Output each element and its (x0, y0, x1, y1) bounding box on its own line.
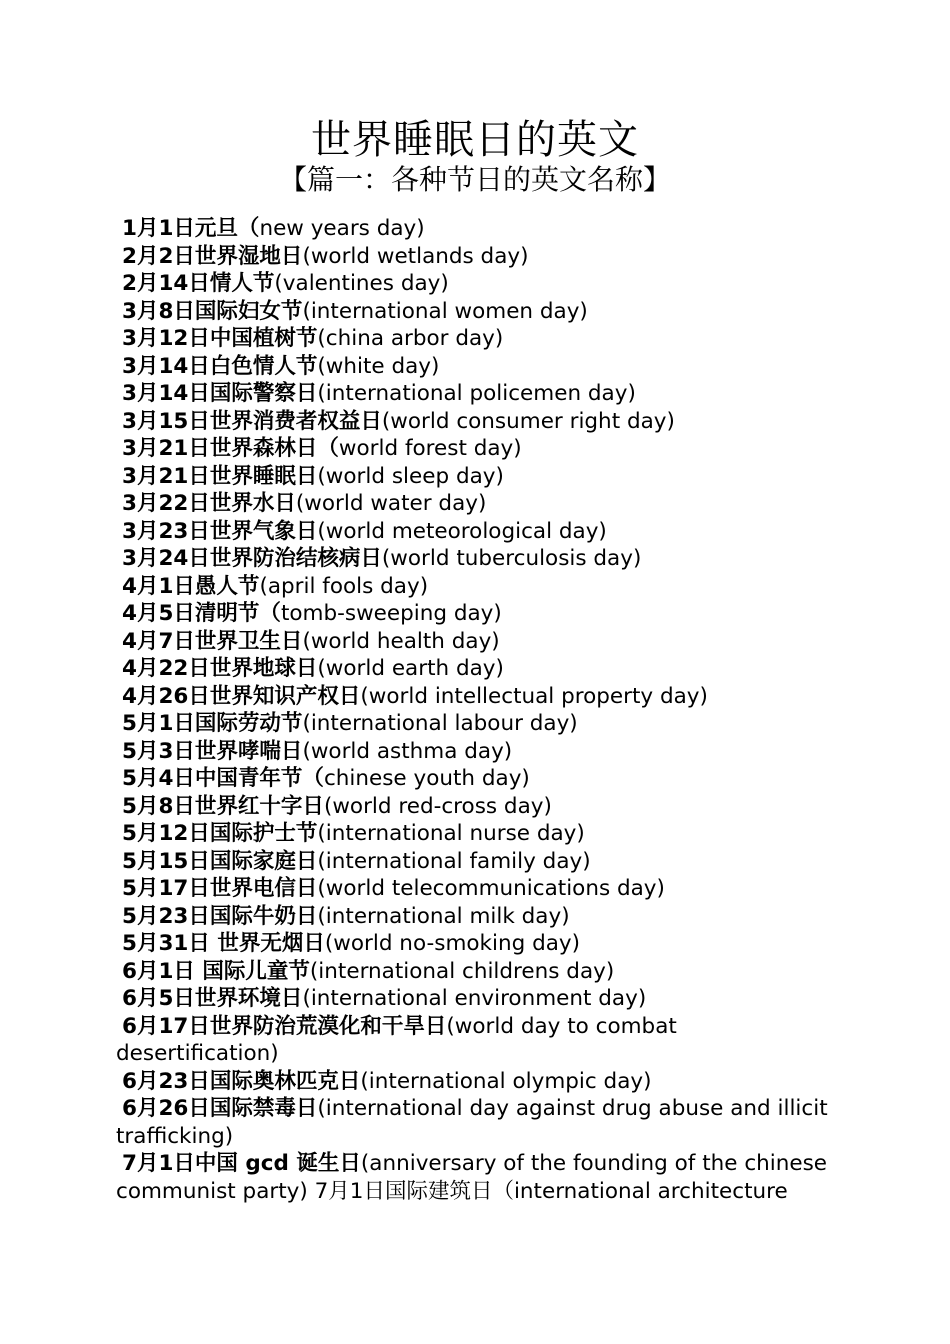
list-item (116, 1150, 836, 1205)
entry-date: 5月23日 (122, 903, 210, 929)
entry-date: 4月7日 (122, 628, 195, 654)
list-item (116, 325, 836, 353)
entry-date: 3月23日 (122, 518, 210, 544)
entry-english: (valentines day) (274, 271, 449, 296)
entry-date: 5月3日 (122, 738, 195, 764)
entry-name: 世界地球日 (209, 656, 318, 681)
entry-name: 国际警察日 (209, 381, 318, 406)
entry-english: chinese youth day) (323, 766, 530, 791)
entry-english: new years day) (259, 216, 425, 241)
list-item (116, 353, 836, 381)
entry-name: 元旦（ (194, 216, 260, 241)
entry-english: world forest day) (338, 436, 522, 461)
entry-name: 国际护士节 (209, 821, 318, 846)
entry-name: 国际奥林匹克日 (209, 1068, 361, 1094)
entry-name: 国际家庭日 (209, 848, 318, 874)
entry-english: (international olympic day) (360, 1068, 652, 1094)
entry-date: 6月26日 (122, 1096, 210, 1121)
entry-date: 6月5日 (122, 986, 195, 1011)
list-item (116, 903, 836, 931)
entry-name: 世界电信日 (209, 876, 318, 901)
list-item (116, 958, 836, 986)
entry-date: 4月5日 (122, 601, 195, 626)
entry-english: (world health day) (302, 628, 500, 654)
entry-date: 3月12日 (122, 326, 210, 351)
entry-name: 国际妇女节 (194, 298, 303, 324)
list-item (116, 930, 836, 958)
entry-name: 情人节 (209, 271, 275, 296)
list-item (116, 490, 836, 518)
entry-name: 世界知识产权日 (209, 683, 361, 709)
list-item (116, 655, 836, 683)
entry-english: (china arbor day) (317, 326, 504, 351)
entry-english: (world tuberculosis day) (381, 546, 642, 571)
entry-date: 6月1日 (122, 958, 203, 984)
entry-name: 清明节（ (194, 601, 281, 626)
entry-english: (anniversary of the founding of the chinese communist party) 7月1日国际建筑日（international architecture (116, 1151, 828, 1204)
list-item (116, 683, 836, 711)
document-subtitle: 【篇一：各种节日的英文名称】 (278, 163, 671, 196)
entry-name: 世界湿地日 (194, 243, 303, 269)
entry-date: 5月12日 (122, 821, 210, 846)
entry-english: (international women day) (302, 298, 588, 324)
entry-date: 2月14日 (122, 271, 210, 296)
entry-date: 4月26日 (122, 683, 210, 709)
list-item (116, 518, 836, 546)
list-item (116, 1013, 836, 1068)
entry-english: tomb-sweeping day) (280, 601, 502, 626)
entry-english: (world red-cross day) (323, 793, 552, 819)
list-item (116, 738, 836, 766)
entry-name: 世界红十字日 (194, 793, 324, 819)
entry-english: (world water day) (295, 491, 487, 516)
list-item (116, 270, 836, 298)
entry-english: (international childrens day) (309, 958, 615, 984)
entry-date: 5月8日 (122, 793, 195, 819)
entry-english: (world no-smoking day) (324, 931, 581, 956)
list-item (116, 545, 836, 573)
entry-name: 愚人节 (194, 573, 260, 599)
entry-english: (world day to combat desertification) (116, 1013, 677, 1066)
entry-date: 3月24日 (122, 546, 210, 571)
list-item (116, 765, 836, 793)
entry-name: 世界哮喘日 (194, 738, 303, 764)
entry-name: 世界环境日 (194, 986, 303, 1011)
list-item (116, 710, 836, 738)
entry-date: 5月4日 (122, 766, 195, 791)
entry-date: 7月1日 (122, 1151, 195, 1176)
entry-name: 世界气象日 (209, 518, 318, 544)
holiday-list (116, 215, 836, 1205)
entry-english: (international policemen day) (317, 381, 636, 406)
list-item (116, 463, 836, 491)
entry-english: (international nurse day) (317, 821, 585, 846)
entry-english: (april fools day) (259, 573, 429, 599)
entry-name: 世界森林日（ (209, 436, 339, 461)
entry-english: (international milk day) (317, 903, 570, 929)
entry-name: 世界消费者权益日 (209, 408, 382, 434)
entry-english: (world meteorological day) (317, 518, 607, 544)
list-item (116, 435, 836, 463)
entry-name: 白色情人节 (209, 353, 318, 379)
list-item (116, 215, 836, 243)
entry-date: 5月17日 (122, 876, 210, 901)
entry-date: 3月21日 (122, 436, 210, 461)
entry-date: 3月15日 (122, 408, 210, 434)
entry-date: 3月8日 (122, 298, 195, 324)
entry-date: 1月1日 (122, 216, 195, 241)
entry-date: 3月14日 (122, 381, 210, 406)
entry-name: 世界无烟日 (217, 931, 325, 956)
list-item (116, 875, 836, 903)
list-item (116, 298, 836, 326)
entry-english: (world asthma day) (302, 738, 513, 764)
entry-date: 5月15日 (122, 848, 210, 874)
entry-english: (international family day) (317, 848, 591, 874)
entry-date: 6月23日 (122, 1068, 210, 1094)
entry-date: 4月22日 (122, 656, 210, 681)
list-item (116, 243, 836, 271)
list-item (116, 600, 836, 628)
entry-english: (world wetlands day) (302, 243, 529, 269)
entry-name: 中国青年节（ (194, 766, 324, 791)
list-item (116, 408, 836, 436)
entry-date: 6月17日 (122, 1013, 210, 1039)
entry-name: 世界睡眠日 (209, 463, 318, 489)
list-item (116, 820, 836, 848)
document-title: 世界睡眠日的英文 (311, 117, 639, 163)
entry-date: 3月21日 (122, 463, 210, 489)
entry-date: 3月14日 (122, 353, 210, 379)
entry-english: (white day) (317, 353, 440, 379)
list-item (116, 1068, 836, 1096)
entry-name: 世界卫生日 (194, 628, 303, 654)
entry-name: 国际禁毒日 (209, 1096, 318, 1121)
list-item (116, 985, 836, 1013)
entry-name: 国际牛奶日 (209, 903, 318, 929)
entry-english: (world earth day) (317, 656, 504, 681)
entry-date: 5月31日 (122, 931, 218, 956)
list-item (116, 628, 836, 656)
entry-name: 中国植树节 (209, 326, 318, 351)
entry-english: (world sleep day) (317, 463, 504, 489)
entry-english: (world telecommunications day) (317, 876, 665, 901)
list-item (116, 380, 836, 408)
entry-english: (world consumer right day) (381, 408, 675, 434)
entry-english: (international environment day) (302, 986, 647, 1011)
list-item (116, 573, 836, 601)
entry-name: 世界防治结核病日 (209, 546, 382, 571)
entry-name: 中国 gcd 诞生日 (194, 1151, 361, 1176)
entry-date: 4月1日 (122, 573, 195, 599)
entry-english: (international day against drug abuse and illicit trafficking) (116, 1096, 828, 1149)
list-item (116, 848, 836, 876)
entry-name: 国际劳动节 (194, 711, 303, 736)
list-item (116, 1095, 836, 1150)
entry-name: 世界水日 (209, 491, 296, 516)
entry-date: 3月22日 (122, 491, 210, 516)
list-item (116, 793, 836, 821)
entry-name: 国际儿童节 (202, 958, 310, 984)
entry-english: (world intellectual property day) (360, 683, 708, 709)
entry-date: 5月1日 (122, 711, 195, 736)
entry-english: (international labour day) (302, 711, 578, 736)
entry-name: 世界防治荒漠化和干旱日 (209, 1013, 447, 1039)
entry-date: 2月2日 (122, 243, 195, 269)
